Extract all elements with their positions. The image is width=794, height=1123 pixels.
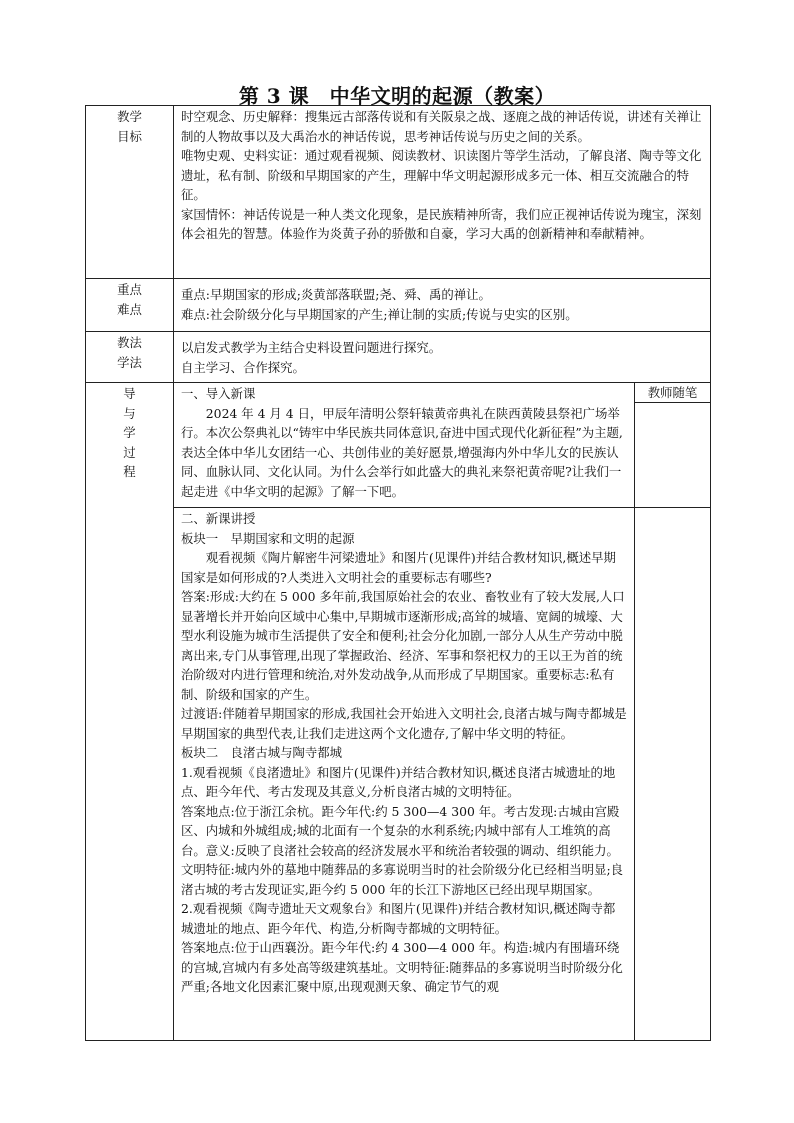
answer-1: 答案地点:位于浙江余杭。距今年代:约 5 300—4 300 年。考古发现:古城由宫殿区、内城和外城组成;城的北面有一个复杂的水利系统;内城中部有人工堆筑的高台。意义:反映了良渚社会较高的经济发展水平和统治者较强的调动、组织能力。文明特征:城内外的墓地中随葬品的多寡说明当时的社会阶级分化已经相当明显;良渚古城的考古发现证实,距今约 5 000 年的长江下游地区已经出现早期国家。	[181, 803, 624, 897]
process-label-char: 与	[123, 405, 136, 421]
key-label-1: 重点	[117, 282, 142, 297]
process-label-cell	[86, 383, 174, 1041]
row-methods	[86, 332, 711, 383]
intro-content	[174, 383, 635, 508]
row-key-points	[86, 279, 711, 332]
method-line: 以启发式教学为主结合史料设置问题进行探究。	[181, 340, 442, 355]
key-point-line: 重点:早期国家的形成;炎黄部落联盟;尧、舜、禹的禅让。	[181, 287, 491, 302]
answer-2: 答案地点:位于山西襄汾。距今年代:约 4 300—4 000 年。构造:城内有围墙环绕的宫城,宫城内有多处高等级建筑基址。文明特征:随葬品的多寡说明当时阶级分化严重;各地文化因素汇聚中原,出现观测天象、确定节气的观	[181, 940, 623, 994]
teacher-notes-cell	[635, 383, 711, 508]
methods-label-1: 教法	[117, 335, 142, 350]
key-points-content	[174, 279, 711, 332]
process-label-char: 导	[123, 386, 136, 401]
intro-heading: 一、导入新课	[181, 386, 256, 401]
goals-label-1: 教学	[117, 109, 142, 124]
process-label-char: 过	[123, 444, 136, 460]
question-1: 1.观看视频《良渚遗址》和图片(见课件)并结合教材知识,概述良渚古城遗址的地点、距今年代、考古发现及其意义,分析良渚古城的文明特征。	[181, 764, 616, 799]
new-lesson-heading: 二、新课讲授	[181, 511, 256, 526]
page-title: 第 3 课 中华文明的起源（教案）	[238, 84, 556, 108]
new-lesson-content	[174, 508, 635, 1041]
process-label-char: 学	[123, 425, 136, 440]
block1-question: 观看视频《陶片解密牛河梁遗址》和图片(见课件)并结合教材知识,概述早期国家是如何形成的?人类进入文明社会的重要标志有哪些?	[181, 550, 616, 585]
methods-label-cell	[86, 332, 174, 383]
question-2: 2.观看视频《陶寺遗址天文观象台》和图片(见课件)并结合教材知识,概述陶寺都城遗址的地点、距今年代、构造,分析陶寺都城的文明特征。	[181, 901, 616, 936]
goal-line: 时空观念、历史解释：搜集远古部落传说和有关阪泉之战、逐鹿之战的神话传说，讲述有关禅让制的人物故事以及大禹治水的神话传说，思考神话传说与历史之间的关系。	[181, 109, 702, 144]
process-label-char: 程	[123, 464, 136, 479]
key-label-2: 难点	[117, 301, 142, 317]
block1-title: 板块一 早期国家和文明的起源	[181, 530, 355, 546]
goals-content	[174, 106, 711, 279]
key-label-cell	[86, 279, 174, 332]
method-line: 自主学习、合作探究。	[181, 359, 305, 375]
goals-label-cell	[86, 106, 174, 279]
block1-answer: 答案:形成:大约在 5 000 多年前,我国原始社会的农业、畜牧业有了较大发展,人口显著增长并开始向区域中心集中,早期城市逐渐形成;高耸的城墙、宽阔的城壕、大型水利设施为城市生活提供了安全和便利;社会分化加剧,一部分人从生产劳动中脱离出来,专门从事管理,出现了掌握政治、经济、军事和祭祀权力的王以王为首的统治阶级对内进行管理和统治,对外发动战争,从而形成了早期国家。重要标志:私有制、阶级和国家的产生。	[181, 589, 625, 702]
goal-line: 唯物史观、史料实证：通过观看视频、阅读教材、识读图片等学生活动，了解良渚、陶寺等文化遗址，私有制、阶级和早期国家的产生，理解中华文明起源形成多元一体、相互交流融合的特征。	[181, 148, 702, 202]
block2-title: 板块二 良渚古城与陶寺都城	[181, 745, 343, 760]
key-point-line: 难点:社会阶级分化与早期国家的产生;禅让制的实质;传说与史实的区别。	[181, 306, 578, 322]
methods-label-2: 学法	[117, 354, 142, 370]
teacher-notes-blank	[635, 508, 711, 1041]
lesson-plan-table	[85, 105, 711, 1041]
block1-transition: 过渡语:伴随着早期国家的形成,我国社会开始进入文明社会,良渚古城与陶寺都城是早期国家的典型代表,让我们走进这两个文化遗存,了解中华文明的特征。	[181, 706, 627, 741]
row-process-new-lesson	[86, 508, 711, 1041]
teacher-notes-heading: 教师随笔	[635, 383, 710, 403]
goal-line: 家国情怀：神话传说是一种人类文化现象，是民族精神所寄，我们应正视神话传说为瑰宝，深刻体会祖先的智慧。体验作为炎黄子孙的骄傲和自豪，学习大禹的创新精神和奉献精神。	[181, 206, 702, 241]
row-goals	[86, 106, 711, 279]
row-process-intro	[86, 383, 711, 508]
goals-label-2: 目标	[117, 128, 142, 144]
methods-content	[174, 332, 711, 383]
intro-text: 2024 年 4 月 4 日，甲辰年清明公祭轩辕黄帝典礼在陕西黄陵县祭祀广场举行。本次公祭典礼以“铸牢中华民族共同体意识,奋进中国式现代化新征程”为主题,表达全体中华儿女团结一心、共创伟业的美好愿景,增强海内外中华儿女的民族认同、血脉认同、文化认同。为什么会举行如此盛大的典礼来祭祀黄帝呢?让我们一起走进《中华文明的起源》了解一下吧。	[181, 405, 623, 499]
